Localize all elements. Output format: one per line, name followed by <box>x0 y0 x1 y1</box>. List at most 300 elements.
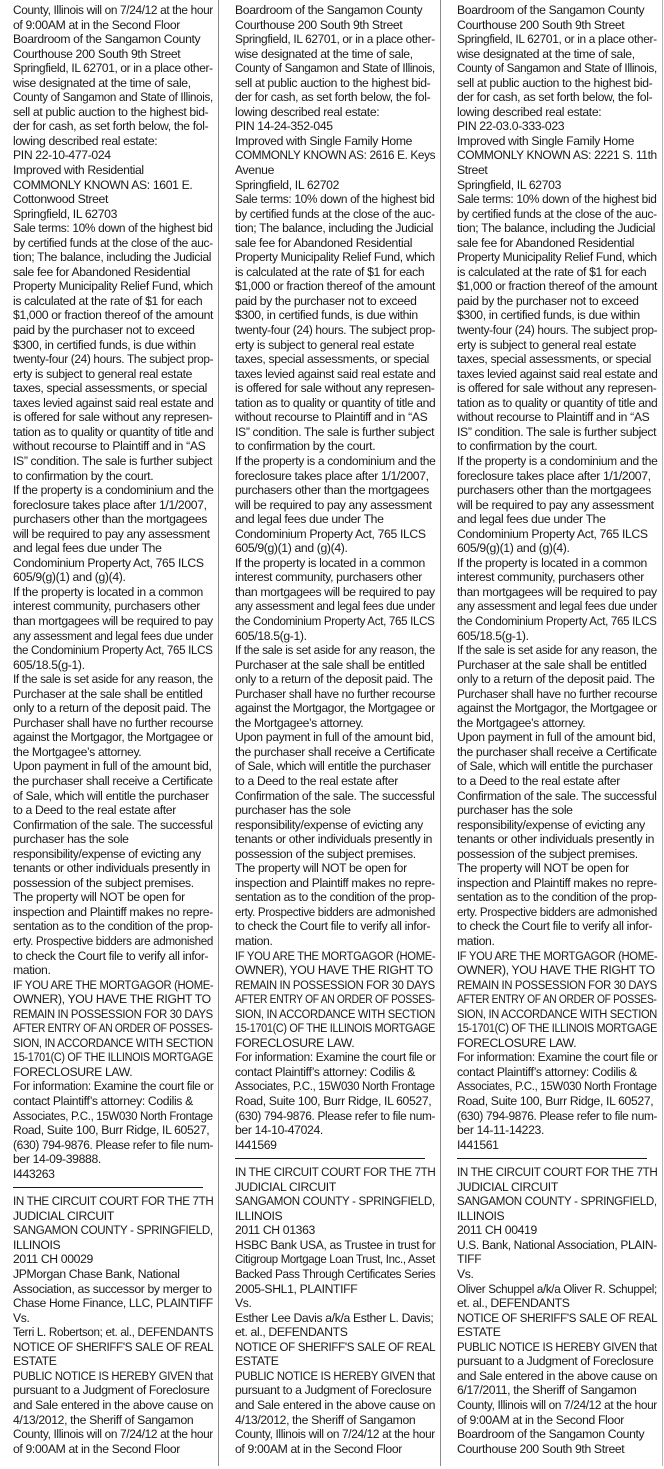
notice-line: der for cash, as set forth below, the fol- <box>457 90 653 105</box>
notice-line: Purchaser shall have no further recourse <box>13 715 214 730</box>
notice-line: contact Plaintiff’s attorney: Codilis & <box>13 1094 193 1109</box>
notice-line: than mortgagees will be required to pay <box>13 613 213 628</box>
notice-line: I441569 <box>235 1137 277 1152</box>
notice-line: Boardroom of the Sangamon County <box>235 3 423 17</box>
notice-line: without recourse to Plaintiff and in “AS <box>235 410 428 425</box>
legal-notice-continued <box>457 3 657 1152</box>
notice-line: REMAIN IN POSSESSION FOR 30 DAYS <box>235 977 435 992</box>
notice-line: Sale terms: 10% down of the highest bid <box>235 192 435 207</box>
column-divider <box>440 0 441 1466</box>
notice-line: HSBC Bank USA, as Trustee in trust for <box>235 1237 436 1252</box>
notice-line: IF YOU ARE THE MORTGAGOR (HOME- <box>13 977 214 992</box>
notice-line: Esther Lee Davis a/k/a Esther L. Davis; <box>235 1310 434 1325</box>
notice-line: Vs. <box>457 1267 474 1282</box>
notice-line: Courthouse 200 South 9th Street <box>457 1441 625 1456</box>
notice-line: PIN 22-10-477-024 <box>13 148 111 163</box>
notice-line: 605/18.5(g-1). <box>13 657 85 672</box>
notice-line: Sale terms: 10% down of the highest bid <box>13 221 213 236</box>
notice-line: PUBLIC NOTICE IS HEREBY GIVEN that <box>13 1368 213 1383</box>
notice-line: interest community, purchasers other <box>457 570 644 585</box>
notice-line: Vs. <box>13 1310 30 1325</box>
notice-line: Courthouse 200 South 9th Street <box>235 17 403 32</box>
notice-line: against the Mortgagor, the Mortgagee or <box>13 730 213 745</box>
notice-line: FORECLOSURE LAW. <box>13 1064 133 1079</box>
notice-line: 605/9(g)(1) and (g)(4). <box>235 541 348 556</box>
notice-line: IF YOU ARE THE MORTGAGOR (HOME- <box>235 948 436 963</box>
notice-line: Purchaser shall have no further recourse <box>457 686 658 701</box>
notice-line: I443263 <box>13 1166 55 1181</box>
notice-line: OWNER), YOU HAVE THE RIGHT TO <box>457 963 655 978</box>
notice-line: of 9:00AM at in the Second Floor <box>13 1441 180 1456</box>
column-2 <box>235 3 435 1469</box>
notice-line: $300, in certified funds, is due within <box>457 308 640 323</box>
notice-line: is offered for sale without any represen- <box>13 410 213 425</box>
notice-line: TIFF <box>457 1252 482 1267</box>
notice-line: to confirmation by the court. <box>235 439 376 454</box>
notice-line: mation. <box>13 963 51 978</box>
notice-line: Street <box>457 163 488 178</box>
notice-line: Property Municipality Relief Fund, which <box>457 250 657 265</box>
notice-line: et. al., DEFENDANTS <box>235 1325 348 1340</box>
notice-line: of Sale, which will entitle the purchaser <box>457 759 653 774</box>
notice-line: Association, as successor by merger to <box>13 1281 212 1296</box>
notice-line: Sale terms: 10% down of the highest bid <box>457 192 657 207</box>
notice-line: the purchaser shall receive a Certificate <box>13 773 213 788</box>
notice-line: pursuant to a Judgment of Foreclosure <box>457 1354 654 1369</box>
notice-line: taxes levied against said real estate and <box>457 366 658 381</box>
notice-line: any assessment and legal fees due under <box>457 599 657 614</box>
notice-line: without recourse to Plaintiff and in “AS <box>457 410 650 425</box>
notice-line: erty is subject to general real estate <box>13 366 193 381</box>
notice-line: interest community, purchasers other <box>13 599 200 614</box>
notice-line: For information: Examine the court file or <box>457 1050 658 1065</box>
notice-line: Chase Home Finance, LLC, PLAINTIFF <box>13 1296 213 1311</box>
notice-line: For information: Examine the court file or <box>13 1079 214 1094</box>
column-divider <box>218 0 219 1466</box>
notice-line: responsibility/expense of evicting any <box>457 817 645 832</box>
notice-line: to confirmation by the court. <box>13 468 154 483</box>
notice-line: IS” condition. The sale is further subject <box>13 453 213 468</box>
notice-line: Springfield, IL 62701, or in a place other- <box>457 32 657 47</box>
notice-line: NOTICE OF SHERIFF'S SALE OF REAL <box>13 1339 214 1354</box>
notice-line: sale fee for Abandoned Residential <box>457 235 635 250</box>
page-edge <box>662 0 663 1466</box>
notice-line: of 9:00AM at in the Second Floor <box>457 1412 624 1427</box>
notice-line: SION, IN ACCORDANCE WITH SECTION <box>13 1035 214 1050</box>
notice-line: of Sale, which will entitle the purchaser <box>13 788 209 803</box>
notice-line: to a Deed to the real estate after <box>235 773 398 788</box>
notice-line: sentation as to the condition of the prop- <box>457 890 657 905</box>
notice-line: erty is subject to general real estate <box>457 337 637 352</box>
notice-line: 15-1701(C) OF THE ILLINOIS MORTGAGE <box>13 1050 214 1065</box>
notice-line: IN THE CIRCUIT COURT FOR THE 7TH <box>235 1165 436 1180</box>
notice-line: tion; The balance, including the Judicial <box>457 221 656 236</box>
notice-line: purchaser has the sole <box>13 832 129 847</box>
notice-line: Oliver Schuppel a/k/a Oliver R. Schuppel; <box>457 1281 657 1296</box>
notice-line: by certified funds at the close of the auc- <box>457 206 657 221</box>
notice-line: Springfield, IL 62703 <box>457 177 561 192</box>
notice-line: is calculated at the rate of $1 for each <box>13 293 203 308</box>
notice-line: (630) 794-9876. Please refer to file num- <box>457 1108 658 1123</box>
notice-line: purchaser has the sole <box>457 803 573 818</box>
notice-line: JUDICIAL CIRCUIT <box>13 1208 114 1223</box>
notice-line: JPMorgan Chase Bank, National <box>13 1267 180 1282</box>
notice-line: lowing described real estate: <box>13 133 158 148</box>
notice-line: Purchaser shall have no further recourse <box>235 686 436 701</box>
notice-line: FORECLOSURE LAW. <box>457 1035 577 1050</box>
notice-line: ILLINOIS <box>235 1208 283 1223</box>
notice-line: Condominium Property Act, 765 ILCS <box>235 526 426 541</box>
notice-line: The property will NOT be open for <box>457 861 629 876</box>
notice-line: wise designated at the time of sale, <box>457 46 635 61</box>
notice-line: to a Deed to the real estate after <box>457 773 620 788</box>
notice-line: lowing described real estate: <box>457 104 602 119</box>
notice-line: the Mortgagee’s attorney. <box>457 715 586 730</box>
notice-line: 605/18.5(g-1). <box>235 628 307 643</box>
notice-line: et. al., DEFENDANTS <box>457 1296 570 1311</box>
notice-line: wise designated at the time of sale, <box>13 75 191 90</box>
notice-line: Courthouse 200 South 9th Street <box>13 46 181 61</box>
notice-line: any assessment and legal fees due under <box>13 628 213 643</box>
notice-line: JUDICIAL CIRCUIT <box>457 1179 558 1194</box>
notice-line: purchasers other than the mortgagees <box>235 483 430 498</box>
notice-line: If the property is located in a common <box>235 555 425 570</box>
notice-line: $1,000 or fraction thereof of the amount <box>457 279 658 294</box>
notice-line: 2011 CH 01363 <box>235 1223 315 1238</box>
notice-line: der for cash, as set forth below, the fol- <box>235 90 431 105</box>
notice-line: will be required to pay any assessment <box>457 497 654 512</box>
notice-line: erty is subject to general real estate <box>235 337 415 352</box>
notice-line: by certified funds at the close of the auc- <box>235 206 435 221</box>
notice-line: by certified funds at the close of the auc- <box>13 235 213 250</box>
notice-line: sell at public auction to the highest bid- <box>235 75 431 90</box>
notice-line: to a Deed to the real estate after <box>13 803 176 818</box>
notice-line: and Sale entered in the above cause on <box>13 1397 214 1412</box>
notice-line: taxes levied against said real estate and <box>235 366 436 381</box>
notice-line: tenants or other individuals presently in <box>457 832 655 847</box>
notice-line: 605/18.5(g-1). <box>457 628 529 643</box>
notice-line: wise designated at the time of sale, <box>235 46 413 61</box>
notice-line: Upon payment in full of the amount bid, <box>457 730 656 745</box>
notice-line: tation as to quality or quantity of title and <box>13 424 214 439</box>
notice-line: is calculated at the rate of $1 for each <box>235 264 425 279</box>
notice-line: Road, Suite 100, Burr Ridge, IL 60527, <box>457 1094 654 1109</box>
notice-line: and Sale entered in the above cause on <box>235 1397 436 1412</box>
notice-line: FORECLOSURE LAW. <box>235 1035 355 1050</box>
notice-line: SION, IN ACCORDANCE WITH SECTION <box>457 1006 658 1021</box>
notice-line: to check the Court file to verify all infor- <box>13 948 209 963</box>
notice-separator <box>457 1158 647 1159</box>
notice-line: 4/13/2012, the Sheriff of Sangamon <box>235 1412 416 1427</box>
notice-line: erty. Prospective bidders are admonished <box>13 934 214 948</box>
notice-line: only to a return of the deposit paid. The <box>235 672 433 687</box>
notice-line: paid by the purchaser not to exceed <box>235 293 417 308</box>
notice-line: the purchaser shall receive a Certificate <box>457 744 657 759</box>
notice-line: PIN 14-24-352-045 <box>235 119 333 134</box>
notice-line: COMMONLY KNOWN AS: 1601 E. <box>13 177 193 192</box>
notice-line: For information: Examine the court file or <box>235 1050 436 1065</box>
notice-line: Purchaser at the sale shall be entitled <box>457 657 647 672</box>
notice-line: of 9:00AM at in the Second Floor <box>13 17 180 32</box>
notice-line: Boardroom of the Sangamon County <box>13 32 201 47</box>
notice-separator <box>235 1158 425 1159</box>
notice-line: to check the Court file to verify all infor- <box>235 919 431 934</box>
notice-line: Associates, P.C., 15W030 North Frontage <box>457 1079 657 1094</box>
notice-line: If the sale is set aside for any reason, the <box>457 643 657 658</box>
column-1 <box>13 3 213 1469</box>
notice-line: COMMONLY KNOWN AS: 2616 E. Keys <box>235 148 436 163</box>
notice-line: purchasers other than the mortgagees <box>13 512 208 527</box>
notice-line: Road, Suite 100, Burr Ridge, IL 60527, <box>235 1094 432 1109</box>
notice-line: REMAIN IN POSSESSION FOR 30 DAYS <box>457 977 657 992</box>
notice-line: to confirmation by the court. <box>457 439 598 454</box>
notice-line: ESTATE <box>457 1325 501 1340</box>
notice-line: If the sale is set aside for any reason, the <box>235 643 435 658</box>
notice-line: Purchaser at the sale shall be entitled <box>235 657 425 672</box>
notice-line: Associates, P.C., 15W030 North Frontage <box>235 1079 435 1094</box>
notice-line: I441561 <box>457 1137 499 1152</box>
notice-line: responsibility/expense of evicting any <box>235 817 423 832</box>
notice-line: IN THE CIRCUIT COURT FOR THE 7TH <box>457 1165 658 1180</box>
notice-line: PUBLIC NOTICE IS HEREBY GIVEN that <box>235 1368 435 1383</box>
notice-line: Vs. <box>235 1296 252 1311</box>
notice-line: County of Sangamon and State of Illinois, <box>13 90 213 105</box>
notice-line: mation. <box>235 934 273 948</box>
notice-line: JUDICIAL CIRCUIT <box>235 1179 336 1194</box>
notice-line: IS” condition. The sale is further subject <box>457 424 657 439</box>
notice-line: Confirmation of the sale. The successful <box>457 788 657 803</box>
notice-line: IN THE CIRCUIT COURT FOR THE 7TH <box>13 1194 214 1209</box>
notice-line: sentation as to the condition of the prop- <box>13 919 213 934</box>
notice-line: and legal fees due under The <box>457 512 606 527</box>
notice-separator <box>13 1187 203 1188</box>
notice-line: Condominium Property Act, 765 ILCS <box>457 526 648 541</box>
notice-line: SANGAMON COUNTY - SPRINGFIELD, <box>457 1194 657 1209</box>
notice-line: AFTER ENTRY OF AN ORDER OF POSSES- <box>235 992 435 1007</box>
notice-line: sale fee for Abandoned Residential <box>13 264 191 279</box>
notice-line: taxes levied against said real estate and <box>13 395 214 410</box>
notice-line: than mortgagees will be required to pay <box>457 584 657 599</box>
column-3 <box>457 3 657 1469</box>
notice-line: PUBLIC NOTICE IS HEREBY GIVEN that <box>457 1339 657 1354</box>
notice-line: contact Plaintiff’s attorney: Codilis & <box>457 1064 637 1079</box>
notice-line: paid by the purchaser not to exceed <box>13 323 195 338</box>
notice-line: ber 14-10-47024. <box>235 1123 323 1138</box>
notice-line: The property will NOT be open for <box>235 861 407 876</box>
notice-line: tenants or other individuals presently in <box>13 861 211 876</box>
notice-line: tation as to quality or quantity of title and <box>235 395 436 410</box>
notice-line: SANGAMON COUNTY - SPRINGFIELD, <box>235 1194 435 1209</box>
legal-notice-continued <box>235 3 435 1152</box>
notice-line: NOTICE OF SHERIFF'S SALE OF REAL <box>235 1339 436 1354</box>
notice-line: If the property is a condominium and the <box>457 453 658 468</box>
notice-line: pursuant to a Judgment of Foreclosure <box>13 1383 210 1398</box>
notice-line: Upon payment in full of the amount bid, <box>235 730 434 745</box>
notice-line: IS” condition. The sale is further subject <box>235 424 435 439</box>
notice-line: NOTICE OF SHERIFF'S SALE OF REAL <box>457 1310 658 1325</box>
notice-line: twenty-four (24) hours. The subject prop- <box>235 323 436 338</box>
notice-line: purchasers other than the mortgagees <box>457 483 652 498</box>
notice-line: If the property is a condominium and the <box>13 483 214 498</box>
notice-line: sentation as to the condition of the prop- <box>235 890 435 905</box>
notice-line: is offered for sale without any represen- <box>235 381 435 396</box>
notice-line: only to a return of the deposit paid. The <box>457 672 655 687</box>
notice-line: (630) 794-9876. Please refer to file num- <box>235 1108 436 1123</box>
notice-line: sell at public auction to the highest bid- <box>457 75 653 90</box>
notice-line: County of Sangamon and State of Illinois, <box>457 61 657 76</box>
notice-line: 605/9(g)(1) and (g)(4). <box>457 541 570 556</box>
notice-line: 2005-SHL1, PLAINTIFF <box>235 1281 358 1296</box>
notice-line: 6/17/2011, the Sheriff of Sangamon <box>457 1383 637 1398</box>
notice-line: Improved with Residential <box>13 163 144 178</box>
notice-line: erty. Prospective bidders are admonished <box>235 904 436 919</box>
notice-line: twenty-four (24) hours. The subject prop- <box>457 323 658 338</box>
notice-line: of 9:00AM at in the Second Floor <box>235 1441 402 1456</box>
notice-line: The property will NOT be open for <box>13 890 185 905</box>
notice-line: inspection and Plaintiff makes no repre- <box>13 904 213 919</box>
notice-line: lowing described real estate: <box>235 104 380 119</box>
notice-line: of Sale, which will entitle the purchaser <box>235 759 431 774</box>
notice-line: taxes, special assessments, or special <box>457 352 651 367</box>
notice-line: Road, Suite 100, Burr Ridge, IL 60527, <box>13 1123 210 1138</box>
notice-line: the Condominium Property Act, 765 ILCS <box>235 613 435 628</box>
notice-line: Cottonwood Street <box>13 192 108 207</box>
notice-line: Purchaser at the sale shall be entitled <box>13 686 203 701</box>
notice-line: and legal fees due under The <box>235 512 384 527</box>
notice-line: Improved with Single Family Home <box>235 133 413 148</box>
notice-line: SANGAMON COUNTY - SPRINGFIELD, <box>13 1223 213 1238</box>
notice-line: IF YOU ARE THE MORTGAGOR (HOME- <box>457 948 658 963</box>
notice-line: without recourse to Plaintiff and in “AS <box>13 439 206 454</box>
notice-line: County, Illinois will on 7/24/12 at the hour <box>457 1397 657 1412</box>
notice-line: If the sale is set aside for any reason, the <box>13 672 213 687</box>
notice-line: Associates, P.C., 15W030 North Frontage <box>13 1108 213 1123</box>
notice-line: Courthouse 200 South 9th Street <box>457 17 625 32</box>
notice-line: foreclosure takes place after 1/1/2007, <box>13 497 207 512</box>
notice-line: $1,000 or fraction thereof of the amount <box>13 308 214 323</box>
notice-line: to check the Court file to verify all infor- <box>457 919 653 934</box>
notice-line: U.S. Bank, National Association, PLAIN- <box>457 1237 657 1252</box>
notice-line: any assessment and legal fees due under <box>235 599 435 614</box>
notice-line: interest community, purchasers other <box>235 570 422 585</box>
notice-line: ESTATE <box>13 1354 57 1369</box>
notice-line: 2011 CH 00029 <box>13 1252 93 1267</box>
notice-line: Backed Pass Through Certificates Series <box>235 1267 436 1282</box>
notice-line: 15-1701(C) OF THE ILLINOIS MORTGAGE <box>235 1021 436 1036</box>
notice-line: twenty-four (24) hours. The subject prop- <box>13 352 214 367</box>
notice-line: 2011 CH 00419 <box>457 1223 537 1238</box>
notice-line: AFTER ENTRY OF AN ORDER OF POSSES- <box>13 1021 213 1036</box>
notice-line: ESTATE <box>235 1354 279 1369</box>
notice-line: ber 14-09-39888. <box>13 1152 101 1167</box>
notice-line: $300, in certified funds, is due within <box>235 308 418 323</box>
notice-line: Condominium Property Act, 765 ILCS <box>13 555 204 570</box>
notice-line: mation. <box>457 934 495 948</box>
notice-line: County, Illinois will on 7/24/12 at the hour <box>13 1427 213 1442</box>
notice-line: tion; The balance, including the Judicial <box>13 250 212 265</box>
notice-line: taxes, special assessments, or special <box>13 381 207 396</box>
notice-line: Avenue <box>235 163 275 178</box>
notice-line: contact Plaintiff’s attorney: Codilis & <box>235 1064 415 1079</box>
notice-line: foreclosure takes place after 1/1/2007, <box>457 468 651 483</box>
notice-line: County of Sangamon and State of Illinois, <box>235 61 435 76</box>
notice-line: Springfield, IL 62702 <box>235 177 339 192</box>
notice-line: only to a return of the deposit paid. The <box>13 701 211 716</box>
notice-line: 15-1701(C) OF THE ILLINOIS MORTGAGE <box>457 1021 658 1036</box>
notice-line: pursuant to a Judgment of Foreclosure <box>235 1383 432 1398</box>
notice-line: the Mortgagee’s attorney. <box>13 744 142 759</box>
notice-line: $1,000 or fraction thereof of the amount <box>235 279 436 294</box>
notice-line: will be required to pay any assessment <box>235 497 432 512</box>
notice-line: is offered for sale without any represen- <box>457 381 657 396</box>
notice-line: and legal fees due under The <box>13 541 162 556</box>
notice-line: is calculated at the rate of $1 for each <box>457 264 647 279</box>
notice-line: and Sale entered in the above cause on <box>457 1368 658 1383</box>
notice-line: (630) 794-9876. Please refer to file num- <box>13 1137 214 1152</box>
notice-line: Property Municipality Relief Fund, which <box>13 279 213 294</box>
notice-line: Boardroom of the Sangamon County <box>457 1427 645 1442</box>
notice-line: taxes, special assessments, or special <box>235 352 429 367</box>
notice-line: If the property is a condominium and the <box>235 453 436 468</box>
notice-line: ber 14-11-14223. <box>457 1123 545 1138</box>
notice-line: ILLINOIS <box>13 1237 61 1252</box>
notice-line: der for cash, as set forth below, the fol- <box>13 119 209 134</box>
notice-line: the Condominium Property Act, 765 ILCS <box>13 643 213 658</box>
notice-line: purchaser has the sole <box>235 803 351 818</box>
notice-line: tion; The balance, including the Judicial <box>235 221 434 236</box>
notice-line: ILLINOIS <box>457 1208 505 1223</box>
notice-line: Property Municipality Relief Fund, which <box>235 250 435 265</box>
notice-line: OWNER), YOU HAVE THE RIGHT TO <box>13 992 211 1007</box>
notice-line: County, Illinois will on 7/24/12 at the hour <box>235 1427 435 1442</box>
notice-line: tenants or other individuals presently in <box>235 832 433 847</box>
notice-line: Springfield, IL 62703 <box>13 206 117 221</box>
legal-notice <box>235 1165 435 1456</box>
notice-line: the purchaser shall receive a Certificate <box>235 744 435 759</box>
notice-line: Springfield, IL 62701, or in a place other- <box>13 61 213 76</box>
notice-line: inspection and Plaintiff makes no repre- <box>235 875 435 890</box>
notice-line: responsibility/expense of evicting any <box>13 846 201 861</box>
notice-line: 4/13/2012, the Sheriff of Sangamon <box>13 1412 194 1427</box>
notice-line: Springfield, IL 62701, or in a place other- <box>235 32 435 47</box>
notice-line: tation as to quality or quantity of title and <box>457 395 658 410</box>
notice-line: PIN 22-03.0-333-023 <box>457 119 565 134</box>
notice-line: Citigroup Mortgage Loan Trust, Inc., Asset <box>235 1252 435 1267</box>
notice-line: Confirmation of the sale. The successful <box>13 817 213 832</box>
notice-line: County, Illinois will on 7/24/12 at the hour <box>13 3 213 17</box>
notice-line: the Condominium Property Act, 765 ILCS <box>457 613 657 628</box>
notice-line: 605/9(g)(1) and (g)(4). <box>13 570 126 585</box>
notice-line: SION, IN ACCORDANCE WITH SECTION <box>235 1006 436 1021</box>
notice-line: possession of the subject premises. <box>13 875 194 890</box>
notice-line: foreclosure takes place after 1/1/2007, <box>235 468 429 483</box>
notice-line: Upon payment in full of the amount bid, <box>13 759 212 774</box>
notice-line: If the property is located in a common <box>457 555 647 570</box>
notice-line: sell at public auction to the highest bid- <box>13 104 209 119</box>
notice-line: than mortgagees will be required to pay <box>235 584 435 599</box>
notice-line: Terri L. Robertson; et. al., DEFENDANTS <box>13 1325 214 1340</box>
notice-line: Confirmation of the sale. The successful <box>235 788 435 803</box>
notice-line: Boardroom of the Sangamon County <box>457 3 645 17</box>
notice-line: REMAIN IN POSSESSION FOR 30 DAYS <box>13 1006 213 1021</box>
notice-line: $300, in certified funds, is due within <box>13 337 196 352</box>
notice-line: against the Mortgagor, the Mortgagee or <box>235 701 435 716</box>
notice-line: If the property is located in a common <box>13 584 203 599</box>
notice-line: against the Mortgagor, the Mortgagee or <box>457 701 657 716</box>
notice-line: sale fee for Abandoned Residential <box>235 235 413 250</box>
notice-line: AFTER ENTRY OF AN ORDER OF POSSES- <box>457 992 657 1007</box>
legal-notice <box>13 1194 213 1456</box>
